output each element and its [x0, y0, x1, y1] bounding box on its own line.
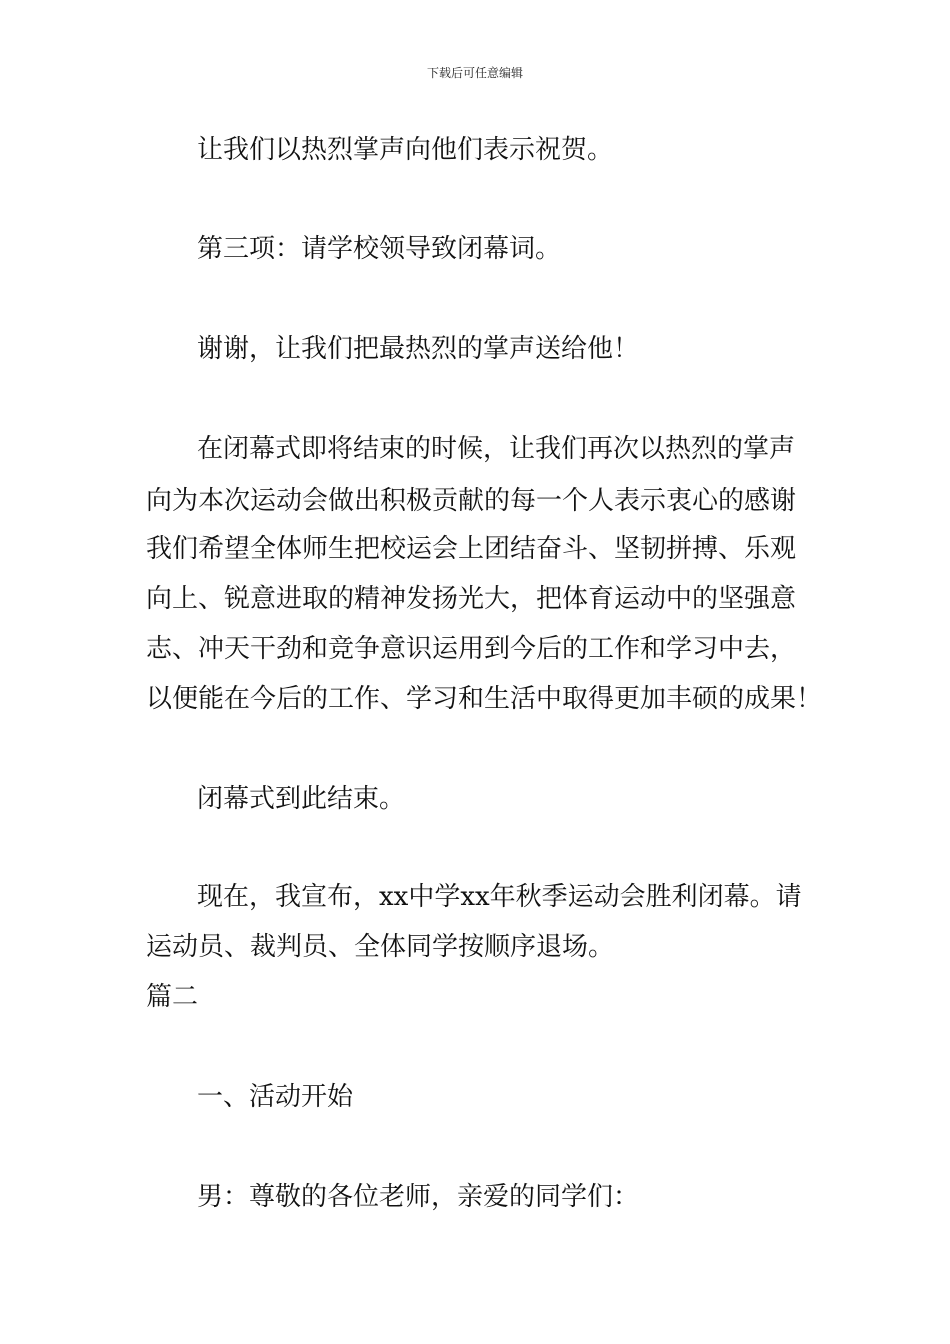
paragraph-line: 向为本次运动会做出积极贡献的每一个人表示衷心的感谢 — [146, 486, 797, 516]
paragraph-line: 现在，我宣布，xx中学xx年秋季运动会胜利闭幕。请 — [197, 882, 802, 912]
section-heading: 篇二 — [146, 982, 199, 1012]
paragraph-line: 第三项：请学校领导致闭幕词。 — [197, 234, 562, 264]
paragraph-line: 向上、锐意进取的精神发扬光大，把体育运动中的坚强意 — [146, 584, 797, 614]
page-header: 下载后可任意编辑 — [426, 66, 523, 80]
paragraph-line: 志、冲天干劲和竞争意识运用到今后的工作和学习中去， — [146, 634, 797, 664]
paragraph-line: 闭幕式到此结束。 — [197, 784, 406, 814]
paragraph-line: 我们希望全体师生把校运会上团结奋斗、坚韧拼搏、乐观 — [146, 534, 797, 564]
paragraph-line: 一、活动开始 — [197, 1082, 354, 1112]
paragraph-line: 以便能在今后的工作、学习和生活中取得更加丰硕的成果！ — [146, 684, 823, 714]
paragraph-line: 在闭幕式即将结束的时候，让我们再次以热烈的掌声 — [197, 434, 796, 464]
paragraph-line: 男：尊敬的各位老师，亲爱的同学们： — [197, 1182, 640, 1212]
paragraph-line: 运动员、裁判员、全体同学按顺序退场。 — [146, 932, 615, 962]
paragraph-line: 让我们以热烈掌声向他们表示祝贺。 — [197, 135, 614, 165]
paragraph-line: 谢谢，让我们把最热烈的掌声送给他！ — [197, 334, 640, 364]
